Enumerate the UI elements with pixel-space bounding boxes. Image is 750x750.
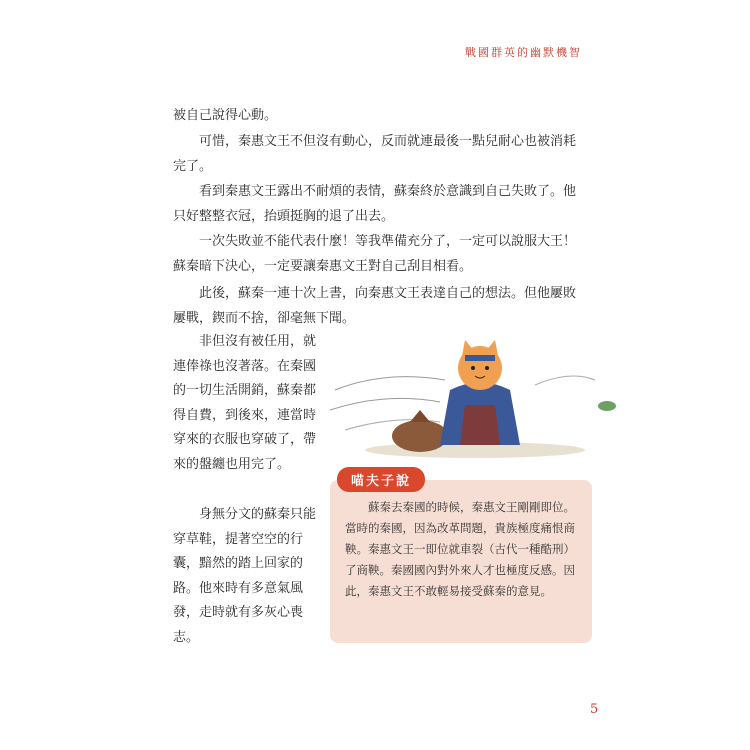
- paragraph-7: 身無分文的蘇秦只能穿草鞋，提著空空的行囊，黯然的踏上回家的路。他來時有多意氣風發，走時就有多灰心喪志。: [173, 507, 317, 645]
- paragraph-4: 一次失敗並不能代表什麼！等我準備充分了，一定可以說服大王！蘇秦暗下決心，一定要讓秦惠文王對自己刮目相看。: [173, 234, 577, 274]
- sidebar-note-text: 蘇秦去秦國的時候，秦惠文王剛剛即位。當時的秦國，因為改革問題，貴族極度痛恨商鞅。秦惠文王一即位就車裂（古代一種酷刑）了商鞅。秦國國內對外來人才也極度反感。因此，秦惠文王不敢輕易接受蘇秦的意見。: [345, 500, 575, 598]
- paragraph-6: 非但沒有被任用，就連俸祿也沒著落。在秦國的一切生活開銷，蘇秦都得自費，到後來，連當時穿來的衣服也穿破了，帶來的盤纏也用完了。: [173, 334, 317, 472]
- cat-scholar-icon: [325, 330, 625, 460]
- page-number: 5: [590, 702, 599, 717]
- running-header: 戰國群英的幽默機智: [465, 46, 582, 59]
- paragraph-5: 此後，蘇秦一連十次上書，向秦惠文王表達自己的想法。但他屢敗屢戰，鍥而不捨，卻毫無下聞。: [173, 286, 577, 326]
- paragraph-1: 被自己說得心動。: [173, 108, 278, 123]
- paragraph-3: 看到秦惠文王露出不耐煩的表情，蘇秦終於意識到自己失敗了。他只好整整衣冠，抬頭挺胸的退了出去。: [173, 184, 577, 224]
- sidebar-note-tag: 喵夫子說: [337, 467, 425, 492]
- paragraph-2: 可惜，秦惠文王不但沒有動心，反而就連最後一點兒耐心也被消耗完了。: [173, 134, 577, 174]
